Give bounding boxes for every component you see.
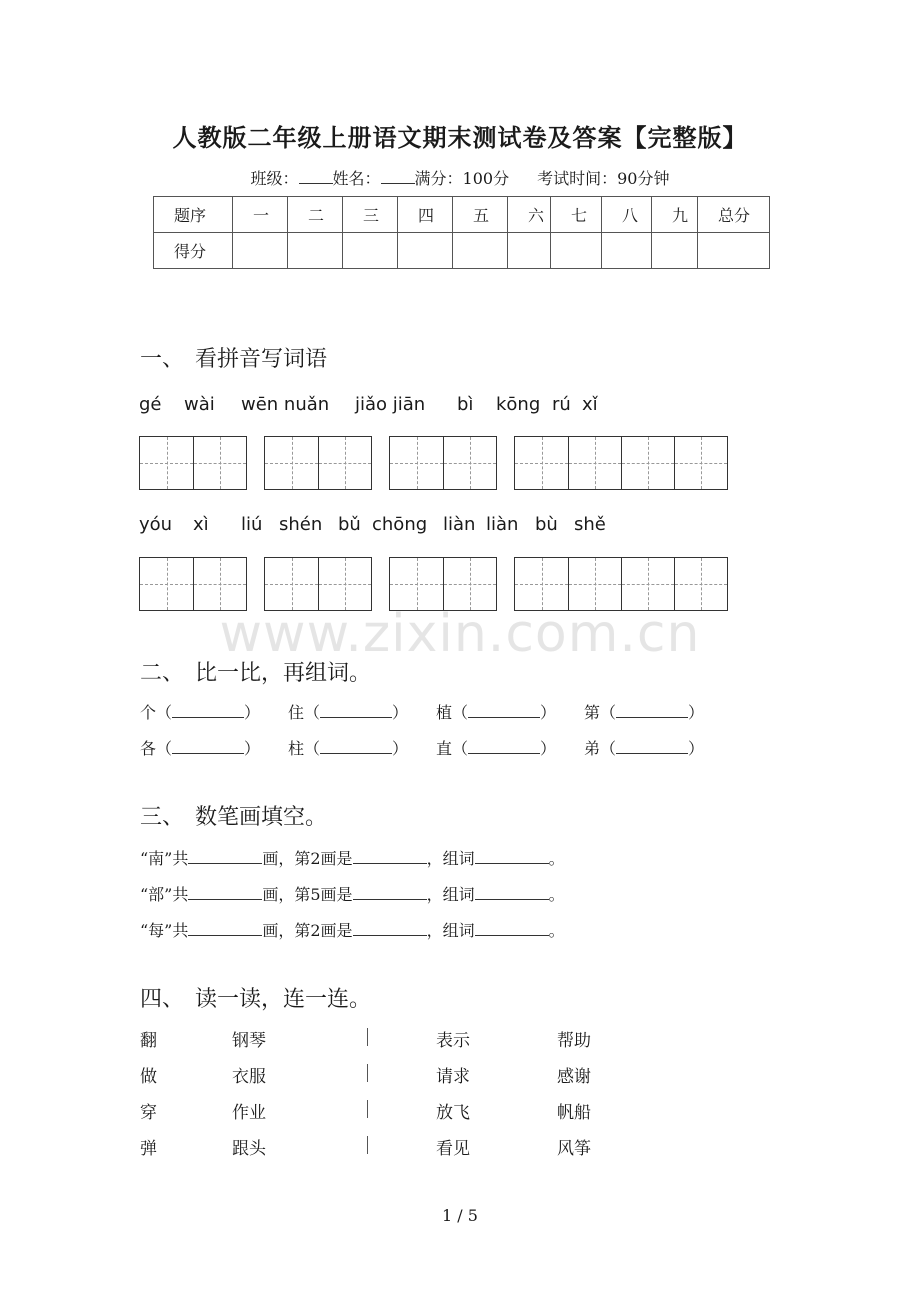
pinyin: jiǎo jiān (355, 394, 426, 415)
match-left-word[interactable]: 做 (140, 1067, 157, 1087)
score-cell[interactable] (602, 233, 652, 269)
answer-blank[interactable] (188, 849, 262, 864)
stroke-question: “部”共 画，第5画是 ，组词 。 (140, 885, 565, 904)
score-cell[interactable] (343, 233, 398, 269)
answer-blank[interactable] (320, 739, 392, 754)
page-title: 人教版二年级上册语文期末测试卷及答案【完整版】 (172, 123, 748, 152)
score-table (153, 196, 770, 269)
header-cell: 五 (453, 197, 508, 233)
score-cell[interactable] (398, 233, 453, 269)
section-2-title: 二、 比一比，再组词。 (140, 661, 372, 686)
score-cell[interactable] (652, 233, 698, 269)
match-right-word[interactable]: 请求 (436, 1067, 470, 1087)
exam-time: 考试时间：90分钟 (537, 169, 670, 188)
divider (367, 1028, 368, 1046)
pinyin: gé (139, 394, 162, 415)
header-cell: 一 (233, 197, 288, 233)
header-cell: 七 (551, 197, 602, 233)
pinyin: shě (574, 514, 606, 535)
section-3-title: 三、 数笔画填空。 (140, 805, 328, 830)
section-4-title: 四、 读一读，连一连。 (140, 987, 372, 1012)
header-cell: 六 (508, 197, 551, 233)
pinyin: wài (184, 394, 215, 415)
score-cell[interactable] (508, 233, 551, 269)
answer-blank[interactable] (475, 921, 549, 936)
section-1-title: 一、 看拼音写词语 (140, 347, 328, 372)
name-blank[interactable] (381, 169, 415, 184)
pinyin: xì (193, 514, 209, 535)
match-left-word[interactable]: 钢琴 (232, 1031, 266, 1051)
header-cell: 题序 (154, 197, 233, 233)
header-cell: 总分 (698, 197, 770, 233)
watermark: www.zixin.com.cn (219, 604, 701, 664)
writing-grid[interactable] (389, 557, 497, 611)
class-label: 班级： (250, 169, 299, 188)
answer-blank[interactable] (188, 885, 262, 900)
answer-blank[interactable] (320, 703, 392, 718)
writing-grid[interactable] (264, 436, 372, 490)
divider (367, 1100, 368, 1118)
writing-grid[interactable] (139, 557, 247, 611)
answer-blank[interactable] (468, 703, 540, 718)
compare-char: 柱 (288, 739, 305, 758)
match-left-word[interactable]: 作业 (232, 1103, 266, 1123)
compare-char: 住 (288, 703, 305, 722)
answer-blank[interactable] (353, 849, 427, 864)
compare-char: 各 (140, 739, 157, 758)
answer-blank[interactable] (172, 703, 244, 718)
divider (367, 1064, 368, 1082)
pinyin: chōng (372, 514, 428, 535)
score-cell[interactable] (233, 233, 288, 269)
writing-grid[interactable] (389, 436, 497, 490)
match-right-word[interactable]: 看见 (436, 1139, 470, 1159)
match-left-word[interactable]: 跟头 (232, 1139, 266, 1159)
answer-blank[interactable] (172, 739, 244, 754)
score-table-score-row (154, 233, 770, 269)
match-right-word[interactable]: 帆船 (557, 1103, 591, 1123)
score-cell[interactable] (551, 233, 602, 269)
match-left-word[interactable]: 翻 (140, 1031, 157, 1051)
writing-grid[interactable] (514, 557, 728, 611)
divider (367, 1136, 368, 1154)
answer-blank[interactable] (188, 921, 262, 936)
pinyin: liàn (443, 514, 476, 535)
stroke-question: “南”共 画，第2画是 ，组词 。 (140, 849, 565, 868)
answer-blank[interactable] (468, 739, 540, 754)
score-cell[interactable] (288, 233, 343, 269)
match-right-word[interactable]: 帮助 (557, 1031, 591, 1051)
header-cell: 四 (398, 197, 453, 233)
pinyin: liàn (486, 514, 519, 535)
match-right-word[interactable]: 表示 (436, 1031, 470, 1051)
match-right-word[interactable]: 放飞 (436, 1103, 470, 1123)
pinyin: yóu (139, 514, 173, 535)
writing-grid[interactable] (139, 436, 247, 490)
compare-char: 弟 (584, 739, 601, 758)
pinyin: kōng (496, 394, 541, 415)
pinyin-row-2 (0, 514, 920, 538)
pinyin: rú (552, 394, 571, 415)
compare-char: 植 (436, 703, 453, 722)
match-left-word[interactable]: 衣服 (232, 1067, 266, 1087)
pinyin: xǐ (582, 394, 598, 415)
compare-row-1: 个（ ） 住（ ） 植（ ） 第（ ） (140, 703, 705, 722)
answer-blank[interactable] (353, 921, 427, 936)
student-info-line (0, 166, 920, 189)
writing-grid[interactable] (264, 557, 372, 611)
match-right-word[interactable]: 风筝 (557, 1139, 591, 1159)
pinyin: bì (457, 394, 474, 415)
name-label: 姓名： (332, 169, 381, 188)
row-label: 得分 (154, 233, 233, 269)
writing-grid[interactable] (514, 436, 728, 490)
compare-char: 第 (584, 703, 601, 722)
pinyin: bù (535, 514, 558, 535)
answer-blank[interactable] (616, 739, 688, 754)
pinyin: wēn nuǎn (241, 394, 330, 415)
answer-blank[interactable] (353, 885, 427, 900)
header-cell: 二 (288, 197, 343, 233)
answer-blank[interactable] (475, 885, 549, 900)
class-blank[interactable] (299, 169, 333, 184)
pinyin-row-1 (0, 394, 920, 418)
compare-char: 直 (436, 739, 453, 758)
score-table-header-row (154, 197, 770, 233)
answer-blank[interactable] (616, 703, 688, 718)
compare-row-2: 各（ ） 柱（ ） 直（ ） 弟（ ） (140, 739, 705, 758)
match-right-word[interactable]: 感谢 (557, 1067, 591, 1087)
header-cell: 三 (343, 197, 398, 233)
score-cell[interactable] (453, 233, 508, 269)
full-score: 满分：100分 (414, 169, 510, 188)
match-left-word[interactable]: 弹 (140, 1139, 157, 1159)
match-left-word[interactable]: 穿 (140, 1103, 157, 1123)
pinyin: shén (279, 514, 323, 535)
header-cell: 九 (652, 197, 698, 233)
header-cell: 八 (602, 197, 652, 233)
score-cell[interactable] (698, 233, 770, 269)
page-number: 1 / 5 (442, 1206, 478, 1225)
answer-blank[interactable] (475, 849, 549, 864)
pinyin: liú (241, 514, 263, 535)
compare-char: 个 (140, 703, 157, 722)
pinyin: bǔ (338, 514, 361, 535)
stroke-question: “每”共 画，第2画是 ，组词 。 (140, 921, 565, 940)
